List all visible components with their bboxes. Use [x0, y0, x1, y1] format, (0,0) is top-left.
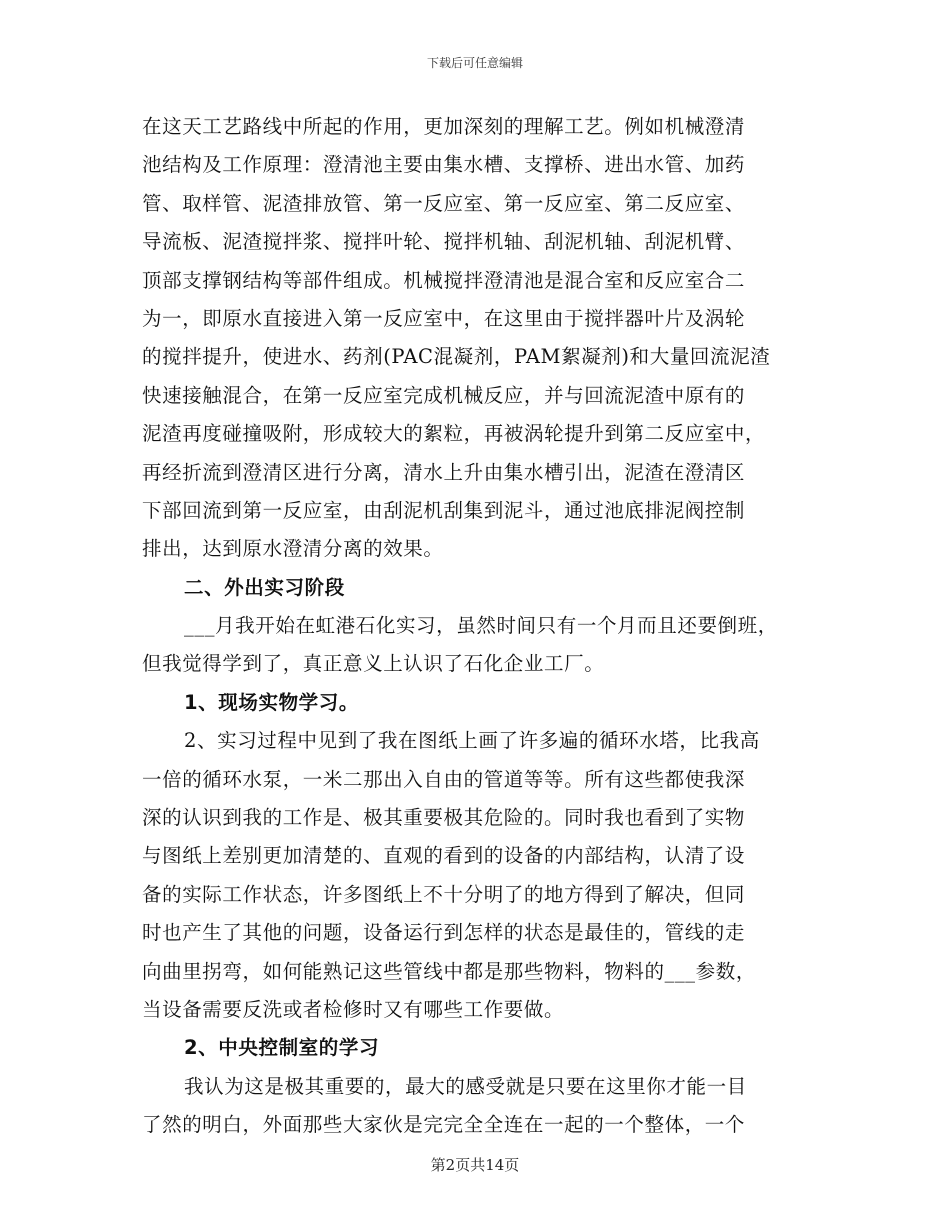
body-line: 当设备需要反洗或者检修时又有哪些工作要做。 — [142, 997, 565, 1021]
document-body — [142, 108, 814, 1145]
body-line: 泥渣再度碰撞吸附，形成较大的絮粒，再被涡轮提升到第二反应室中， — [142, 422, 766, 446]
body-line: 与图纸上差别更加清楚的、直观的看到的设备的内部结构，认清了设 — [142, 844, 746, 868]
body-line: 下部回流到第一反应室，由刮泥机刮集到泥斗，通过池底排泥阀控制 — [142, 498, 746, 522]
body-line: 的搅拌提升，使进水、药剂(PAC混凝剂，PAM絮凝剂)和大量回流泥渣 — [142, 345, 771, 369]
body-line: 向曲里拐弯，如何能熟记这些管线中都是那些物料，物料的___参数， — [142, 959, 756, 983]
section-heading: 二、外出实习阶段 — [184, 575, 345, 599]
body-line: 我认为这是极其重要的，最大的感受就是只要在这里你才能一目 — [184, 1074, 747, 1098]
body-line: 池结构及工作原理：澄清池主要由集水槽、支撑桥、进出水管、加药 — [142, 153, 746, 177]
subsection-heading: 1、现场实物学习。 — [184, 690, 359, 714]
body-line: 管、取样管、泥渣排放管、第一反应室、第一反应室、第二反应室、 — [142, 191, 746, 215]
body-line: ___月我开始在虹港石化实习，虽然时间只有一个月而且还要倒班， — [184, 614, 778, 638]
body-line: 深的认识到我的工作是、极其重要极其危险的。同时我也看到了实物 — [142, 806, 746, 830]
body-line: 一倍的循环水泵，一米二那出入自由的管道等等。所有这些都使我深 — [142, 767, 746, 791]
page-footer: 第2页共14页 — [430, 1156, 520, 1174]
subsection-heading: 2、中央控制室的学习 — [184, 1036, 380, 1060]
body-line: 了然的明白，外面那些大家伙是完完全全连在一起的一个整体，一个 — [142, 1113, 746, 1137]
body-line: 为一，即原水直接进入第一反应室中，在这里由于搅拌器叶片及涡轮 — [142, 306, 746, 330]
body-line: 但我觉得学到了，真正意义上认识了石化企业工厂。 — [142, 652, 605, 676]
body-line: 顶部支撑钢结构等部件组成。机械搅拌澄清池是混合室和反应室合二 — [142, 268, 746, 292]
page-header: 下载后可任意编辑 — [426, 56, 523, 70]
body-line: 导流板、泥渣搅拌浆、搅拌叶轮、搅拌机轴、刮泥机轴、刮泥机臂、 — [142, 230, 746, 254]
body-line: 再经折流到澄清区进行分离，清水上升由集水槽引出，泥渣在澄清区 — [142, 460, 746, 484]
body-line: 2、实习过程中见到了我在图纸上画了许多遍的循环水塔，比我高 — [184, 729, 760, 753]
body-line: 排出，达到原水澄清分离的效果。 — [142, 537, 444, 561]
body-line: 备的实际工作状态，许多图纸上不十分明了的地方得到了解决，但同 — [142, 882, 746, 906]
body-line: 快速接触混合，在第一反应室完成机械反应，并与回流泥渣中原有的 — [142, 383, 746, 407]
body-line: 时也产生了其他的问题，设备运行到怎样的状态是最佳的，管线的走 — [142, 921, 746, 945]
body-line: 在这天工艺路线中所起的作用，更加深刻的理解工艺。例如机械澄清 — [142, 115, 746, 138]
